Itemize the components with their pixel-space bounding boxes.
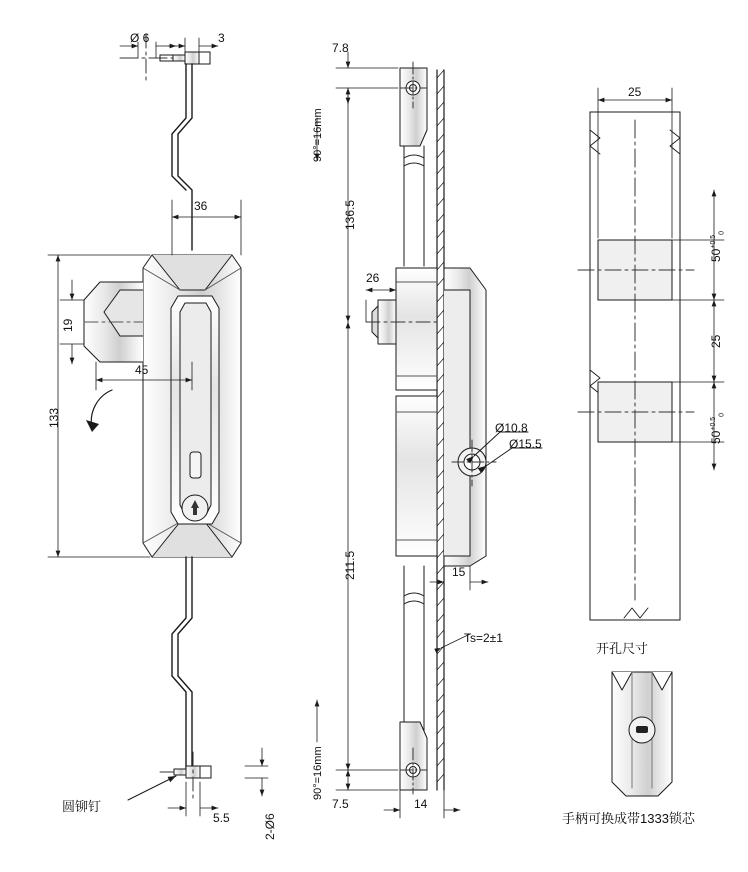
dim-ts: Ts=2±1 bbox=[464, 631, 503, 645]
dim-50-lower-tol-lo: 0 bbox=[718, 412, 726, 417]
dim-dia-10-8: Ø10.8 bbox=[495, 421, 528, 435]
dim-133: 133 bbox=[47, 407, 61, 428]
cutout-view bbox=[578, 112, 694, 620]
dim-50-upper-tol-hi: +0.5 bbox=[710, 234, 717, 249]
dim-rivet-diameter: Ø 6 bbox=[130, 31, 150, 45]
dim-25-mid: 25 bbox=[709, 334, 723, 348]
dim-50-upper-value: 50 bbox=[709, 248, 723, 262]
dim-15: 15 bbox=[452, 565, 466, 579]
dim-26: 26 bbox=[366, 271, 380, 285]
lock-core-caption: 手柄可换成带1333锁芯 bbox=[562, 811, 695, 826]
dim-7-5: 7.5 bbox=[332, 797, 349, 811]
dim-angle-bottom: 90°=16mm bbox=[312, 746, 324, 800]
dim-25-top: 25 bbox=[628, 85, 642, 99]
dim-dia-15-5: Ø15.5 bbox=[509, 437, 542, 451]
dim-211-5: 211.5 bbox=[343, 550, 357, 580]
dim-19: 19 bbox=[61, 318, 75, 332]
dim-50-upper-tol-lo: 0 bbox=[718, 230, 726, 235]
dim-36: 36 bbox=[194, 199, 208, 213]
dim-45: 45 bbox=[135, 363, 149, 377]
dim-50-lower-tol-hi: +0.5 bbox=[710, 416, 717, 431]
dim-50-lower-value: 50 bbox=[709, 430, 723, 444]
lock-core-view bbox=[612, 672, 672, 796]
dim-14: 14 bbox=[414, 797, 428, 811]
dim-rivet-thickness: 3 bbox=[218, 31, 225, 45]
dim-50-lower bbox=[710, 413, 725, 444]
dim-2-dia-6: 2-Ø6 bbox=[263, 813, 277, 840]
cutout-caption: 开孔尺寸 bbox=[596, 641, 649, 656]
dim-angle-top: 90°=16mm bbox=[312, 108, 324, 162]
bottom-rivet-detail bbox=[128, 752, 211, 800]
label-round-rivet: 圆铆钉 bbox=[62, 799, 102, 814]
dim-7-8: 7.8 bbox=[332, 41, 349, 55]
dim-50-upper bbox=[710, 231, 725, 262]
dim-136-5: 136.5 bbox=[343, 199, 357, 230]
handle-front-body bbox=[84, 255, 241, 557]
dim-5-5: 5.5 bbox=[213, 811, 230, 825]
